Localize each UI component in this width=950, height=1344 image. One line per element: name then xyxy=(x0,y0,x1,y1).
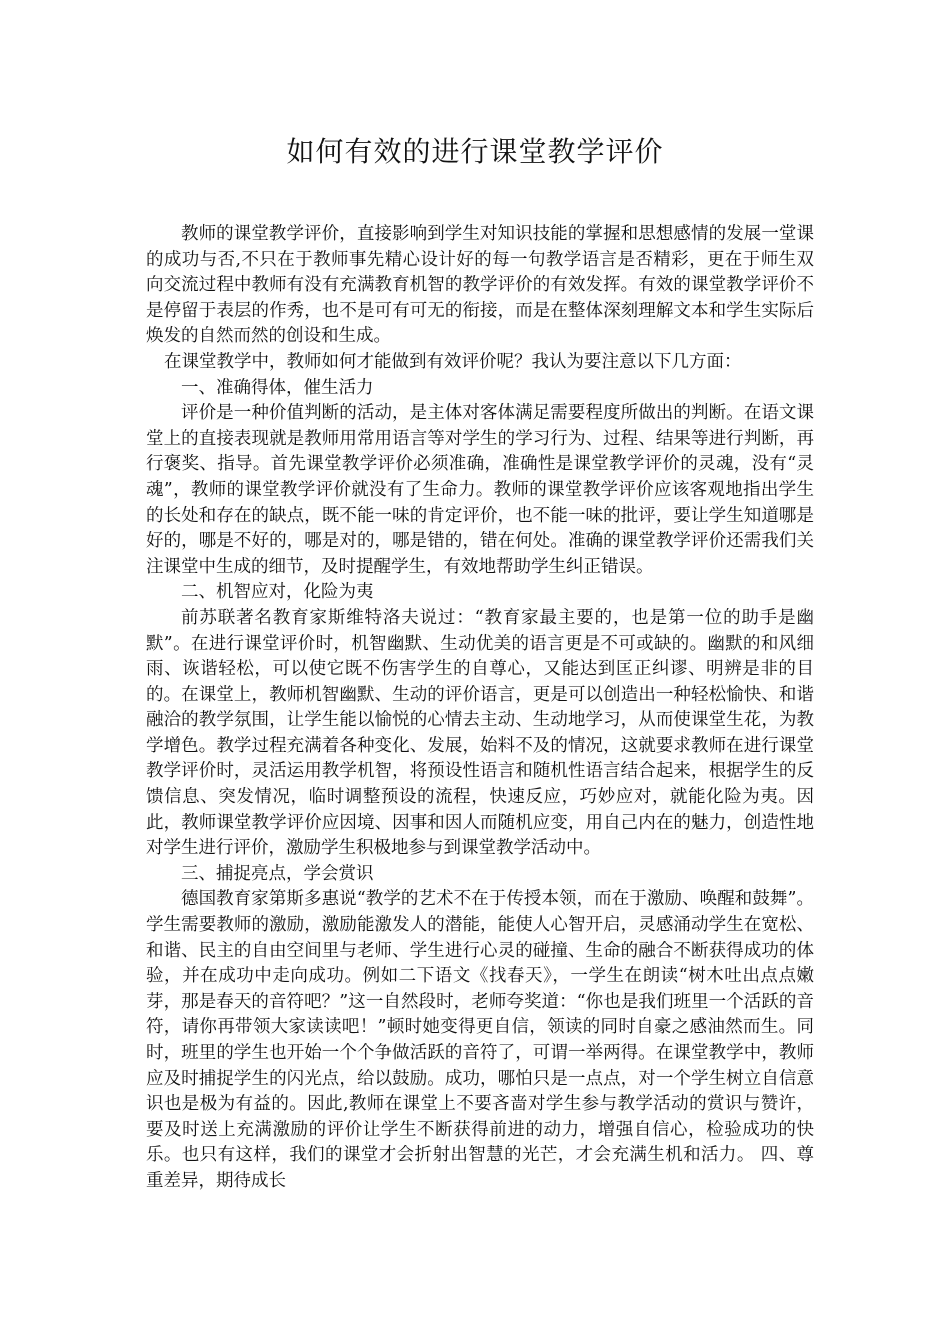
section-heading-1: 一、准确得体，催生活力 xyxy=(181,377,374,398)
intro-paragraph: 教师的课堂教学评价，直接影响到学生对知识技能的掌握和思想感情的发展一堂课的成功与否,不只在于教师事先精心设计好的每一句教学语言是否精彩，更在于师生双向交流过程中教师有没有充满教育机智的教学评价的有效发挥。有效的课堂教学评价不是停留于表层的作秀，也不是可有可无的衔接，而是在整体深刻理解文本和学生实际后焕发的自然而然的创设和生成。 xyxy=(146,224,814,347)
lead-paragraph: 在课堂教学中，教师如何才能做到有效评价呢？我认为要注意以下几方面： xyxy=(164,351,742,372)
document-body xyxy=(146,222,814,1195)
section-heading-3: 三、捕捉亮点，学会赏识 xyxy=(181,863,374,884)
section-heading-2: 二、机智应对，化险为夷 xyxy=(181,582,374,603)
section-body-2: 前苏联著名教育家斯维特洛夫说过：“教育家最主要的，也是第一位的助手是幽默”。在进行课堂评价时，机智幽默、生动优美的语言更是不可或缺的。幽默的和风细雨、诙谐轻松，可以使它既不伤害学生的自尊心，又能达到匡正纠谬、明辨是非的目的。在课堂上，教师机智幽默、生动的评价语言，更是可以创造出一种轻松愉快、和谐融洽的教学氛围，让学生能以愉悦的心情去主动、生动地学习，从而使课堂生花，为教学增色。教学过程充满着各种变化、发展，始料不及的情况，这就要求教师在进行课堂教学评价时，灵活运用教学机智，将预设性语言和随机性语言结合起来，根据学生的反馈信息、突发情况，临时调整预设的流程，快速反应，巧妙应对，就能化险为夷。因此，教师课堂教学评价应因境、因事和因人而随机应变，用自己内在的魅力，创造性地对学生进行评价，激励学生积极地参与到课堂教学活动中。 xyxy=(146,607,814,859)
section-body-3: 德国教育家第斯多惠说“教学的艺术不在于传授本领，而在于激励、唤醒和鼓舞”。学生需要教师的激励，激励能激发人的潜能，能使人心智开启，灵感涌动学生在宽松、和谐、民主的自由空间里与老师、学生进行心灵的碰撞、生命的融合不断获得成功的体验，并在成功中走向成功。例如二下语文《找春天》，一学生在朗读“树木吐出点点嫩芽，那是春天的音符吧？”这一自然段时，老师夸奖道：“你也是我们班里一个活跃的音符，请你再带领大家读读吧！”顿时她变得更自信，领读的同时自豪之感油然而生。同时，班里的学生也开始一个个争做活跃的音符了，可谓一举两得。在课堂教学中，教师应及时捕捉学生的闪光点，给以鼓励。成功，哪怕只是一点点，对一个学生树立自信意识也是极为有益的。因此,教师在课堂上不要吝啬对学生参与教学活动的赏识与赞许，要及时送上充满激励的评价让学生不断获得前进的动力，增强自信心，检验成功的快乐。也只有这样，我们的课堂才会折射出智慧的光芒，才会充满生机和活力。 四、尊重差异，期待成长 xyxy=(146,889,814,1191)
section-body-1: 评价是一种价值判断的活动，是主体对客体满足需要程度所做出的判断。在语文课堂上的直接表现就是教师用常用语言等对学生的学习行为、过程、结果等进行判断，再行褒奖、指导。首先课堂教学评价必须准确，准确性是课堂教学评价的灵魂，没有“灵魂”，教师的课堂教学评价就没有了生命力。教师的课堂教学评价应该客观地指出学生的长处和存在的缺点，既不能一味的肯定评价，也不能一味的批评，要让学生知道哪是好的，哪是不好的，哪是对的，哪是错的，错在何处。准确的课堂教学评价还需我们关注课堂中生成的细节，及时提醒学生，有效地帮助学生纠正错误。 xyxy=(146,403,814,577)
document-title: 如何有效的进行课堂教学评价 xyxy=(286,135,664,168)
